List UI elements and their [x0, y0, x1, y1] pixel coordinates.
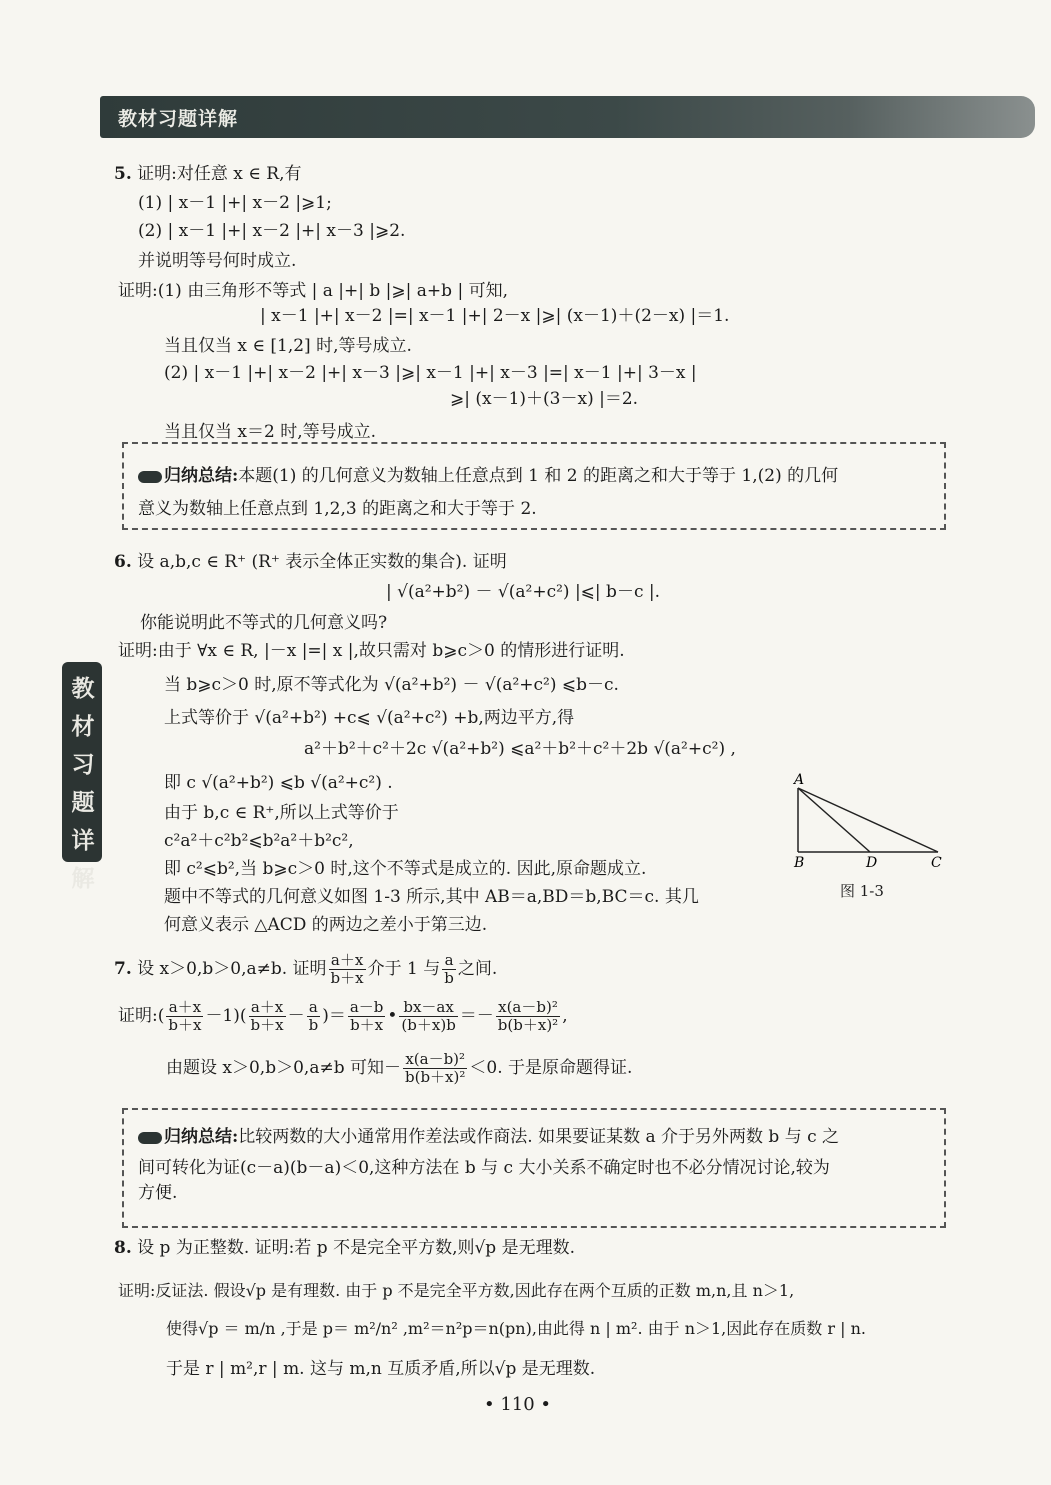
problem-6-proof-line: 证明:由于 ∀x ∈ R, |－x |=| x |,故只需对 b⩾c＞0 的情形进行证明. [118, 641, 625, 661]
question-text: 之间. [457, 959, 498, 979]
fraction-numerator: bx－ax [399, 999, 457, 1017]
problem-8-proof-line: 于是 r | m²,r | m. 这与 m,n 互质矛盾,所以√p 是无理数. [166, 1359, 596, 1379]
summary-line: 意义为数轴上任意点到 1,2,3 的距离之和大于等于 2. [138, 499, 537, 519]
fraction-numerator: x(a－b)² [403, 1051, 467, 1069]
problem-6-proof-line: 即 c √(a²+b²) ⩽b √(a²+c²) . [164, 773, 393, 793]
problem-8-question [114, 1237, 575, 1259]
header-title: 教材习题详解 [118, 108, 239, 130]
summary-line [138, 1126, 839, 1148]
fraction-denominator: b [308, 1016, 319, 1034]
problem-6-proof-line: 即 c²⩽b²,当 b⩾c＞0 时,这个不等式是成立的. 因此,原命题成立. [164, 859, 647, 879]
problem-8-proof-line: 使得√p ＝ m/n ,于是 p＝ m²/n² ,m²＝n²p＝n(pn),由此得 n | m². 由于 n＞1,因此存在质数 r | n. [166, 1319, 866, 1338]
question-text: 设 a,b,c ∈ R⁺ (R⁺ 表示全体正实数的集合). 证明 [137, 552, 507, 572]
question-text: 介于 1 与 [367, 959, 441, 979]
problem-5-proof-line: | x－1 |+| x－2 |=| x－1 |+| 2－x |⩾| (x－1)＋(2－x) |＝1. [260, 306, 730, 326]
summary-icon [138, 1132, 162, 1144]
summary-label: 归纳总结: [164, 466, 239, 486]
fraction-numerator: a [442, 952, 456, 970]
problem-8-proof-line: 证明:反证法. 假设√p 是有理数. 由于 p 不是完全平方数,因此存在两个互质的正数 m,n,且 n＞1, [118, 1281, 795, 1300]
problem-6-proof-line: 上式等价于 √(a²+b²) +c⩽ √(a²+c²) +b,两边平方,得 [164, 708, 575, 728]
problem-6-ask: 你能说明此不等式的几何意义吗? [140, 613, 388, 633]
fraction-denominator: b＋x [168, 1016, 202, 1034]
fraction [329, 952, 366, 987]
fraction [442, 952, 456, 987]
figure-caption: 图 1-3 [840, 882, 884, 900]
problem-6-proof-line: 当 b⩾c＞0 时,原不等式化为 √(a²+b²) － √(a²+c²) ⩽b－c. [164, 675, 619, 695]
question-text: 设 x＞0,b＞0,a≠b. 证明 [137, 959, 327, 979]
problem-6-proof-line: 题中不等式的几何意义如图 1-3 所示,其中 AB＝a,BD＝b,BC＝c. 其几 [164, 887, 699, 907]
summary-label: 归纳总结: [164, 1127, 239, 1147]
summary-text: 本题(1) 的几何意义为数轴上任意点到 1 和 2 的距离之和大于等于 1,(2) 的几何 [238, 466, 839, 486]
problem-7-proof-line-2 [166, 1050, 632, 1086]
problem-5-item-1: (1) | x－1 |+| x－2 |⩾1; [138, 193, 332, 213]
math-text: －1 [205, 1006, 234, 1026]
problem-number: 7. [114, 959, 132, 979]
fraction-numerator: a [307, 999, 321, 1017]
vertex-d: D [866, 855, 878, 871]
vertex-b: B [794, 855, 805, 871]
fraction-denominator: b(b＋x)² [497, 1016, 559, 1034]
fraction-denominator: b [444, 969, 454, 987]
vertex-c: C [931, 855, 942, 871]
fraction-numerator: a－b [349, 998, 384, 1016]
problem-6-proof-line: 何意义表示 △ACD 的两边之差小于第三边. [164, 915, 488, 935]
fraction-numerator: a＋x [249, 999, 286, 1017]
problem-6-proof-line: 由于 b,c ∈ R⁺,所以上式等价于 [164, 803, 399, 823]
problem-7-proof-line-1: 证明:( $\frac{a+x}{b+x}$ －1)( $\frac{a+x}{b+x}$ － $\frac{a}{b}$ )＝ $\frac{a-b}{b+x}$ • $\frac{bx-ax}{(b+x)b}$ ＝－ $\frac{\text{x(a－b)²}}{\text{b(b＋x)²}}$ , [118, 998, 568, 1034]
problem-5-item-2: (2) | x－1 |+| x－2 |+| x－3 |⩾2. [138, 221, 406, 241]
problem-6-question [114, 551, 507, 573]
problem-6-proof-line: a²＋b²＋c²＋2c √(a²+b²) ⩽a²＋b²＋c²＋2b √(a²+c²) , [304, 739, 736, 759]
problem-7-question [114, 952, 497, 987]
fraction-denominator: b＋x [330, 969, 364, 987]
problem-5-question [114, 163, 301, 185]
side-tab-text: 教材习题详解 [71, 675, 95, 892]
math-text: 由题设 x＞0,b＞0,a≠b 可知－ [166, 1058, 401, 1078]
proof-label: 证明: [118, 1006, 158, 1026]
fraction-numerator: a＋x [166, 999, 203, 1017]
fraction-denominator: b＋x [350, 1016, 384, 1034]
problem-number: 6. [114, 552, 132, 572]
problem-5-proof-line: (2) | x－1 |+| x－2 |+| x－3 |⩾| x－1 |+| x－3 |=| x－1 |+| 3－x | [164, 363, 697, 383]
question-text: 证明:对任意 x ∈ R,有 [137, 164, 302, 184]
math-text: ＜0. 于是原命题得证. [469, 1058, 633, 1078]
summary-icon [138, 471, 162, 483]
page-number: • 110 • [484, 1394, 552, 1415]
side-ad [798, 788, 870, 852]
summary-text: 比较两数的大小通常用作差法或作商法. 如果要证某数 a 介于另外两数 b 与 c 之 [238, 1127, 840, 1147]
fraction-denominator: (b＋x)b [401, 1016, 456, 1034]
question-text: 设 p 为正整数. 证明:若 p 不是完全平方数,则√p 是无理数. [137, 1238, 575, 1258]
problem-6-formula: | √(a²+b²) － √(a²+c²) |⩽| b－c |. [386, 582, 661, 602]
problem-5-proof-line: 当且仅当 x ∈ [1,2] 时,等号成立. [164, 336, 412, 356]
header-banner [100, 96, 1035, 138]
summary-line [138, 465, 838, 487]
fraction-numerator: x(a－b)² [496, 999, 560, 1017]
fraction-denominator: b＋x [250, 1016, 284, 1034]
problem-5-ask: 并说明等号何时成立. [138, 251, 297, 271]
problem-number: 8. [114, 1238, 132, 1258]
problem-number: 5. [114, 164, 132, 184]
problem-5-proof-line: ⩾| (x－1)＋(3－x) |＝2. [450, 389, 639, 409]
fraction-denominator: b(b＋x)² [404, 1068, 466, 1086]
fraction-numerator: a＋x [329, 952, 366, 970]
summary-line: 间可转化为证(c－a)(b－a)＜0,这种方法在 b 与 c 大小关系不确定时也不必分情况讨论,较为 [138, 1158, 830, 1178]
problem-5-proof-line: 当且仅当 x＝2 时,等号成立. [164, 422, 377, 442]
vertex-a: A [794, 772, 805, 788]
problem-5-proof-line: 证明:(1) 由三角形不等式 | a |+| b |⩾| a+b | 可知, [118, 281, 508, 301]
problem-6-proof-line: c²a²＋c²b²⩽b²a²＋b²c², [164, 831, 354, 851]
summary-line: 方便. [138, 1183, 178, 1203]
side-ac [798, 788, 938, 852]
